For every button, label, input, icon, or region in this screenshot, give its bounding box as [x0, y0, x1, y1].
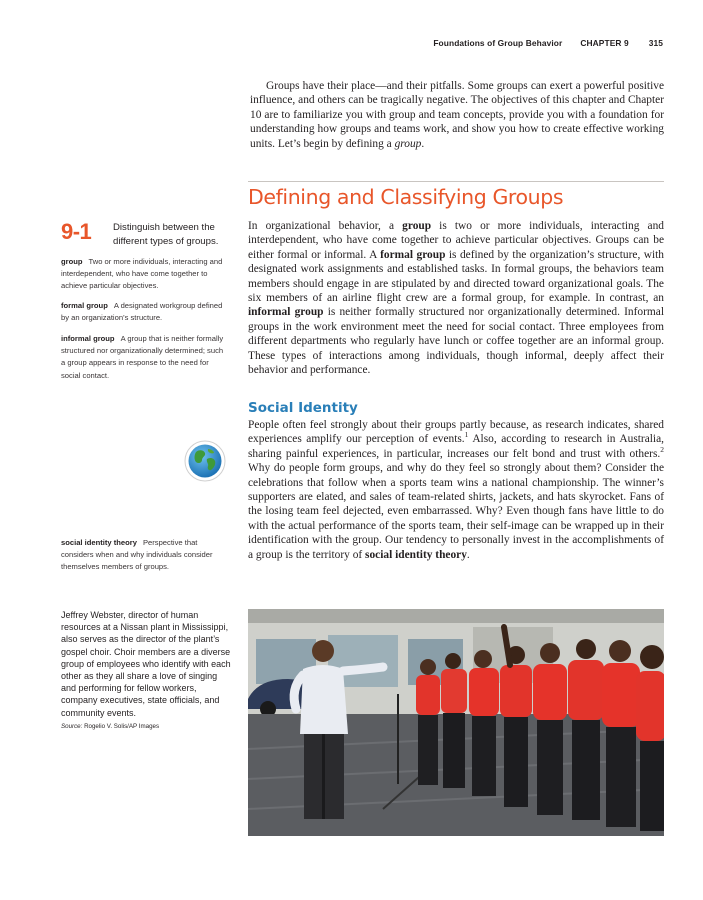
globe-icon: [184, 440, 226, 482]
photo-credit: Source: Rogelio V. Solis/AP Images: [61, 723, 160, 730]
glossary-definition: A group that is neither formally structured nor organizationally determined; such a group appears in response to the need for social contact.: [61, 334, 224, 380]
glossary-term: informal group: [61, 334, 115, 343]
key-term-social-identity-theory: social identity theory: [365, 548, 467, 561]
glossary-definition: Perspective that considers when and why individuals consider themselves members of groups.: [61, 538, 213, 572]
glossary-term: formal group: [61, 301, 108, 310]
section-divider: [248, 181, 664, 182]
glossary-definition: Two or more individuals, interacting and interdependent, who have come together to achieve particular objectives.: [61, 257, 223, 291]
page-number: 315: [648, 38, 663, 48]
photo-caption: Jeffrey Webster, director of human resources at a Nissan plant in Mississippi, also serves as the director of the plant’s gospel choir. Choir members are a diverse group of employees who identify with each other as they all share a love of singing and performing for fellow workers, company executives, state officials, and community events.: [61, 610, 231, 718]
running-head-title: Foundations of Group Behavior: [433, 38, 563, 48]
running-head-chapter: CHAPTER 9: [580, 38, 629, 48]
subsection-paragraph: People often feel strongly about their groups partly because, as research indicates, shared experiences amplify our perception of events.$^1$ Also, according to research in Australia, sharing painful experiences, in particular, increases our felt bond and trust with others.$^2$ Why do people form groups, and why do they feel so strongly about them? Consider the celebrations that follow when a sports team wins a national championship. The winner’s supporters are elated, and sales of team-related shirts, jackets, and hats skyrocket. Fans of the losing team feel dejected, even embarrassed. Why? Even though fans have little to do with the actual performance of the sports team, their self-image can be wrapped up in their identification with the group. Our tendency to personally invest in the accomplishments of a group is the territory of social identity theory.: [248, 419, 665, 561]
choir-photo: [248, 609, 664, 836]
choir-photo-illustration: [248, 609, 664, 836]
section-heading: Defining and Classifying Groups: [248, 185, 564, 209]
key-term-informal-group: informal group: [248, 306, 324, 319]
objective-text: Distinguish between the different types of groups.: [113, 222, 219, 247]
key-term-formal-group: formal group: [380, 248, 446, 261]
glossary-term: social identity theory: [61, 538, 137, 547]
glossary-entry: [61, 333, 226, 382]
glossary-entry: [61, 537, 226, 574]
glossary-entry: [61, 300, 226, 324]
key-term-group: group: [402, 220, 432, 232]
objective-number: 9-1: [61, 219, 92, 244]
footnote-ref-1: 1: [464, 430, 469, 440]
intro-term: group: [394, 137, 422, 150]
subsection-heading: Social Identity: [248, 400, 358, 416]
footnote-ref-2: 2: [660, 444, 664, 454]
section-paragraph: In organizational behavior, a group is two or more individuals, interacting and interdependent, who have come together to achieve particular objectives. Groups can be either formal or informal. A formal group is defined by the organization’s structure, with designated work assignments and established tasks. In formal groups, the behaviors team members should engage in are stipulated by and directed toward organizational goals. The six members of an airline flight crew are a formal group, for example. In contrast, an informal group is neither formally structured nor organizationally determined. Informal groups in the work environment meet the need for social contact. Three employees from different departments who regularly have lunch or coffee together are an informal group. These types of interactions among individuals, though informal, deeply affect their behavior and performance.: [248, 220, 665, 377]
glossary-entry: [61, 256, 226, 293]
glossary-term: group: [61, 257, 83, 266]
learning-objective: [61, 219, 221, 249]
intro-paragraph: Groups have their place—and their pitfalls. Some groups can exert a powerful positive influence, and others can be tragically negative. The objectives of this chapter and Chapter 10 are to familiarize you with group and team concepts, provide you with a foundation for understanding how groups and teams work, and show you how to create effective working units. Let’s begin by defining a group.: [250, 80, 664, 150]
running-head: [420, 38, 663, 48]
glossary-definition: A designated workgroup defined by an organization’s structure.: [61, 301, 223, 323]
